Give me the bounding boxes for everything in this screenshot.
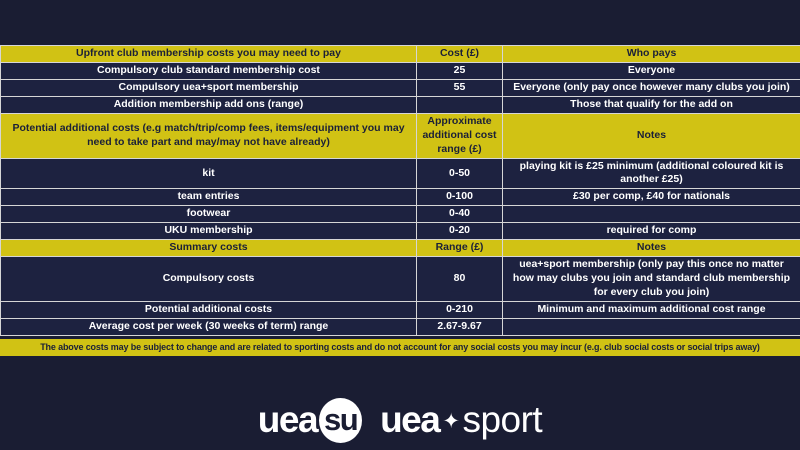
su-badge-icon [319, 398, 362, 443]
table-cell: 0-40 [417, 206, 503, 223]
table-cell: Addition membership add ons (range) [1, 97, 417, 114]
table-cell: Summary costs [1, 240, 417, 257]
table-cell: kit [1, 158, 417, 189]
table-cell: Upfront club membership costs you may need to pay [1, 46, 417, 63]
table-cell: team entries [1, 189, 417, 206]
table-cell: Cost (£) [417, 46, 503, 63]
table-row [1, 257, 800, 302]
table-cell: 55 [417, 80, 503, 97]
table-row [1, 206, 800, 223]
uea-sport-logo-suffix: sport [462, 399, 543, 441]
table-cell: Notes [503, 240, 800, 257]
table-cell: 0-100 [417, 189, 503, 206]
table-cell: UKU membership [1, 223, 417, 240]
table-cell: playing kit is £25 minimum (additional coloured kit is another £25) [503, 158, 800, 189]
table-cell: 25 [417, 63, 503, 80]
uea-sport-logo [380, 399, 542, 441]
su-badge-text: su [323, 402, 358, 438]
table-cell: 0-210 [417, 301, 503, 318]
table-cell: £30 per comp, £40 for nationals [503, 189, 800, 206]
table-header-row [1, 114, 800, 159]
slide-canvas [0, 45, 800, 450]
table-cell: 0-50 [417, 158, 503, 189]
table-row [1, 318, 800, 335]
table-cell: Who pays [503, 46, 800, 63]
table-cell: Everyone (only pay once however many clubs you join) [503, 80, 800, 97]
table-cell [503, 206, 800, 223]
table-cell: Compulsory club standard membership cost [1, 63, 417, 80]
ueasu-logo-text: uea [257, 399, 318, 441]
table-cell: uea+sport membership (only pay this once no matter how may clubs you join and standard club membership for every club you join) [503, 257, 800, 302]
table-row [1, 158, 800, 189]
disclaimer-banner: The above costs may be subject to change and are related to sporting costs and do not account for any social costs you may incur (e.g. club social costs or social trips away) [0, 339, 800, 356]
costs-table [0, 45, 800, 336]
table-cell: Those that qualify for the add on [503, 97, 800, 114]
star-icon: ✦ [442, 409, 460, 433]
table-cell: Compulsory uea+sport membership [1, 80, 417, 97]
table-cell: 80 [417, 257, 503, 302]
costs-table-body [1, 46, 800, 336]
ueasu-logo [258, 398, 362, 443]
table-header-row [1, 46, 800, 63]
table-cell: Notes [503, 114, 800, 159]
table-row [1, 189, 800, 206]
table-cell: Approximate additional cost range (£) [417, 114, 503, 159]
table-row [1, 301, 800, 318]
table-row [1, 80, 800, 97]
table-cell: footwear [1, 206, 417, 223]
table-cell: Everyone [503, 63, 800, 80]
table-cell [417, 97, 503, 114]
table-row [1, 63, 800, 80]
table-cell: 0-20 [417, 223, 503, 240]
logo-row [0, 398, 800, 443]
uea-sport-logo-prefix: uea [380, 399, 440, 441]
table-cell: Potential additional costs (e.g match/trip/comp fees, items/equipment you may need to take part and may/may not have already) [1, 114, 417, 159]
table-cell: required for comp [503, 223, 800, 240]
table-row [1, 223, 800, 240]
table-row [1, 97, 800, 114]
table-cell [503, 318, 800, 335]
table-cell: 2.67-9.67 [417, 318, 503, 335]
table-cell: Compulsory costs [1, 257, 417, 302]
table-cell: Potential additional costs [1, 301, 417, 318]
table-cell: Range (£) [417, 240, 503, 257]
table-cell: Minimum and maximum additional cost range [503, 301, 800, 318]
table-header-row [1, 240, 800, 257]
table-cell: Average cost per week (30 weeks of term) range [1, 318, 417, 335]
